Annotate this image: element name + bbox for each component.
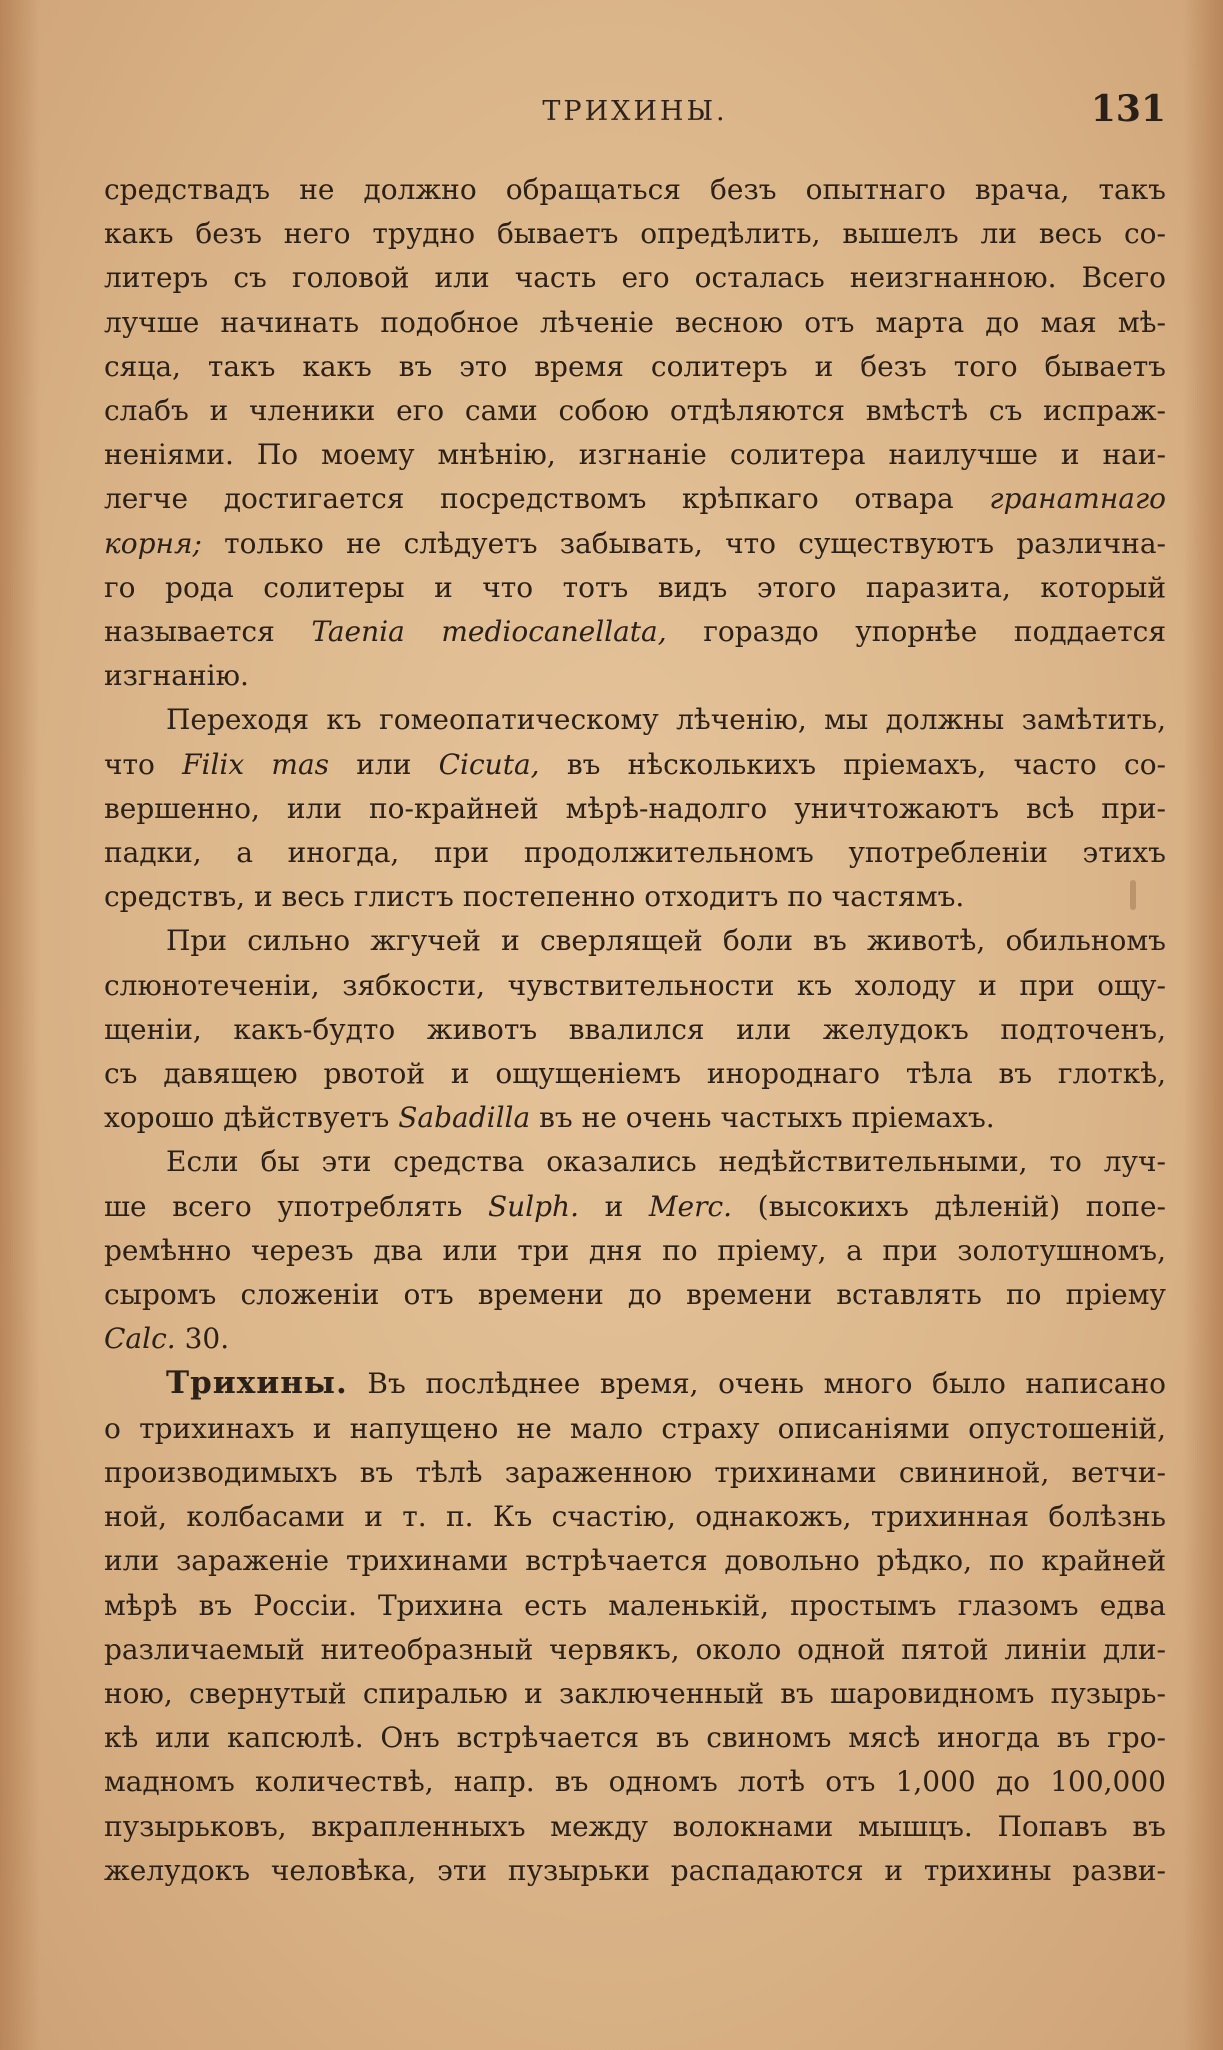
text-line: го рода солитеры и что тотъ видъ этого паразита, который <box>104 570 1166 604</box>
text-line: средствъ, и весь глистъ постепенно отходитъ по частямъ. <box>104 880 965 914</box>
text-line: кѣ или капсюлѣ. Онъ встрѣчается въ свиномъ мясѣ иногда въ гро- <box>104 1721 1166 1755</box>
text-line: легче достигается посредствомъ крѣпкаго отвара гранатнаго <box>104 482 1166 516</box>
text-line: Если бы эти средства оказались недѣйствительными, то луч- <box>166 1145 1166 1179</box>
latin-name: Taenia mediocanellata, <box>311 615 667 649</box>
text-line: средствадъ не должно обращаться безъ опытнаго врача, такъ <box>104 173 1166 206</box>
page-body-text <box>104 168 1166 1893</box>
text-line: что Filix mas или Cicuta, въ нѣсколькихъ пріемахъ, часто со- <box>104 747 1167 781</box>
running-title: ТРИХИНЫ. <box>542 96 728 127</box>
latin-name: Filix mas <box>182 747 330 781</box>
page-header <box>104 88 1166 138</box>
text-line: слабъ и членики его сами собою отдѣляются вмѣстѣ съ испраж- <box>104 394 1166 428</box>
text-line: щеніи, какъ-будто животъ ввалился или желудокъ подточенъ, <box>104 1012 1166 1046</box>
text-line: ною, свернутый спиралью и заключенный въ шаровидномъ пузырь- <box>104 1676 1166 1710</box>
latin-name: Sulph. <box>487 1189 579 1223</box>
text-line: литеръ съ головой или часть его осталась неизгнанною. Всего <box>104 261 1166 295</box>
text-line: желудокъ человѣка, эти пузырьки распадаются и трихины разви- <box>104 1853 1166 1887</box>
text-line: какъ безъ него трудно бываетъ опредѣлить, вышелъ ли весь со- <box>104 217 1166 251</box>
italic-term: гранатнаго <box>989 482 1166 516</box>
text-line: пузырьковъ, вкрапленныхъ между волокнами мышцъ. Попавъ въ <box>104 1809 1166 1843</box>
latin-name: Cicuta, <box>438 747 540 781</box>
text-line: ремѣнно черезъ два или три дня по пріему, а при золотушномъ, <box>104 1233 1166 1267</box>
paper-stain <box>1130 880 1136 910</box>
text-line: мѣрѣ въ Россіи. Трихина есть маленькій, простымъ глазомъ едва <box>104 1588 1166 1622</box>
text-line: слюнотеченіи, зябкости, чувствительности къ холоду и при ощу- <box>104 968 1166 1002</box>
text-line: производимыхъ въ тѣлѣ зараженною трихинами свининой, ветчи- <box>104 1455 1166 1489</box>
text-line: Calc. 30. <box>104 1322 230 1356</box>
text-line: ше всего употреблять Sulph. и Merc. (высокихъ дѣленій) попе- <box>104 1189 1166 1223</box>
text-line: мадномъ количествѣ, напр. въ одномъ лотѣ отъ 1,000 до 100,000 <box>104 1765 1166 1799</box>
text-line: съ давящею рвотой и ощущеніемъ инороднаго тѣла въ глоткѣ, <box>104 1057 1166 1091</box>
text-line: сяца, такъ какъ въ это время солитеръ и безъ того бываетъ <box>104 349 1166 383</box>
text-line: Переходя къ гомеопатическому лѣченію, мы должны замѣтить, <box>166 703 1166 737</box>
text-line: корня; только не слѣдуетъ забывать, что существуютъ различна- <box>104 526 1167 560</box>
text-line: ной, колбасами и т. п. Къ счастію, однакожъ, трихинная болѣзнь <box>104 1500 1166 1534</box>
page-edge-shadow-right <box>1183 0 1223 2050</box>
italic-term: корня; <box>104 526 202 560</box>
text-line: называется Taenia mediocanellata, гораздо упорнѣе поддается <box>104 615 1167 649</box>
text-line: лучше начинать подобное лѣченіе весною отъ марта до мая мѣ- <box>104 305 1166 339</box>
text-line: или зараженіе трихинами встрѣчается довольно рѣдко, по крайней <box>104 1544 1166 1578</box>
text-line: вершенно, или по-крайней мѣрѣ-надолго уничтожаютъ всѣ при- <box>104 791 1166 825</box>
latin-name: Calc. <box>104 1322 176 1356</box>
text-line: сыромъ сложеніи отъ времени до времени вставлять по пріему <box>104 1278 1166 1312</box>
latin-name: Merc. <box>648 1189 733 1223</box>
text-line: При сильно жгучей и сверлящей боли въ животѣ, обильномъ <box>166 924 1166 958</box>
page-edge-shadow-left <box>0 0 40 2050</box>
text-line: падки, а иногда, при продолжительномъ употребленіи этихъ <box>104 836 1166 870</box>
section-heading: Трихины. <box>166 1365 348 1402</box>
page-number: 131 <box>1090 88 1166 130</box>
text-line: неніями. По моему мнѣнію, изгнаніе солитера наилучше и наи- <box>104 438 1166 472</box>
text-line: Трихины. Въ послѣднее время, очень много было написано <box>166 1365 1167 1402</box>
latin-name: Sabadilla <box>398 1101 531 1135</box>
text-line: хорошо дѣйствуетъ Sabadilla въ не очень частыхъ пріемахъ. <box>104 1101 995 1135</box>
text-line: о трихинахъ и напущено не мало страху описаніями опустошеній, <box>104 1411 1166 1445</box>
text-line: различаемый нитеобразный червякъ, около одной пятой линіи дли- <box>104 1632 1166 1666</box>
text-line: изгнанію. <box>104 659 249 693</box>
